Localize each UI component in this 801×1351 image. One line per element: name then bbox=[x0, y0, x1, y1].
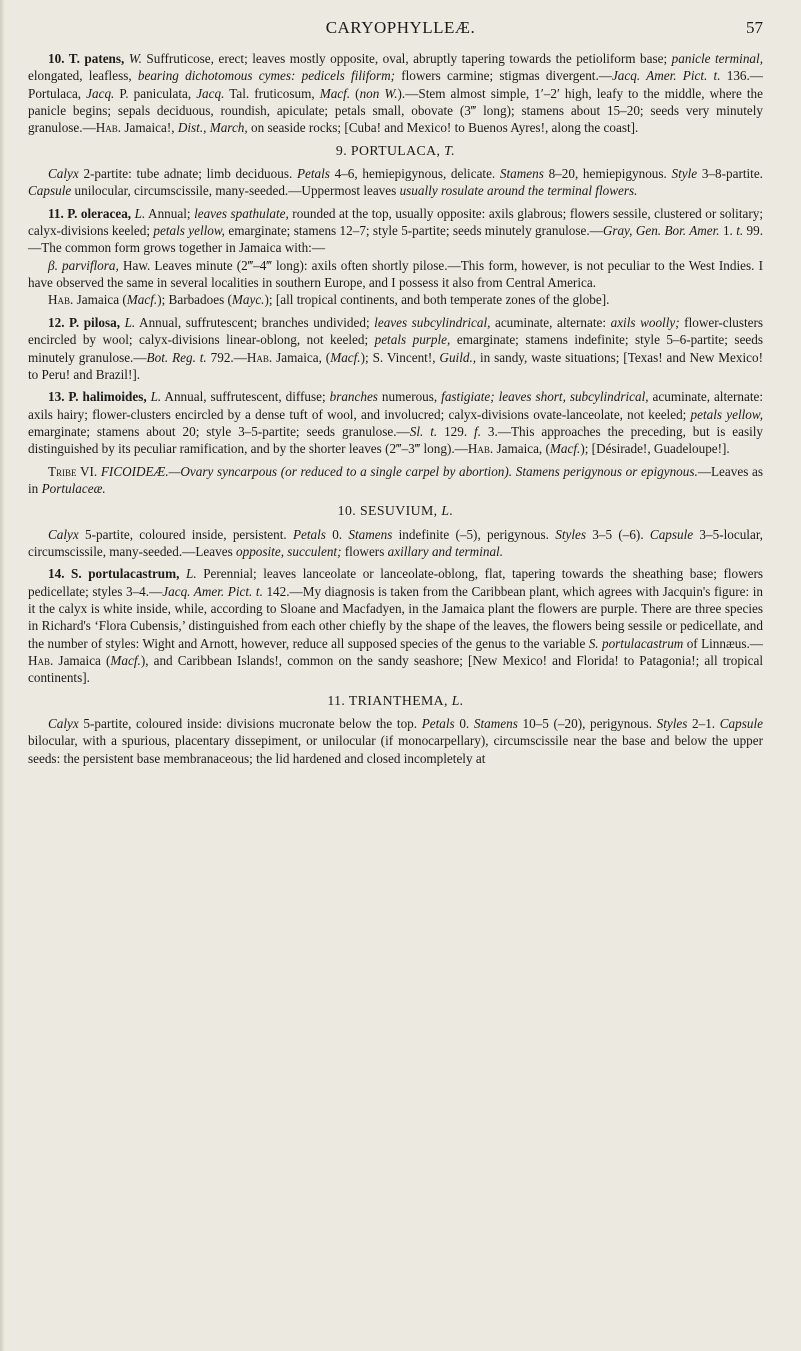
species-entry: 11. P. oleracea, L. Annual; leaves spathulate, rounded at the top, usually opposite: axils glabrous; flowers sessile, clustered or solitary; calyx-divisions keeled; petals yellow, emarginate; stamens 12–7; style 5-partite; seeds minutely granulose.—Gray, Gen. Bor. Amer. 1. t. 99.—The common form grows together in Jamaica with:— bbox=[28, 205, 764, 256]
species-entry: 13. P. halimoides, L. Annual, suffrutescent, diffuse; branches numerous, fastigiate; leaves short, subcylindrical, acuminate, alternate: axils hairy; flower-clusters encircled by a dense tuft of wool, and involucred; calyx-divisions ovate-lanceolate, not keeled; petals yellow, emarginate; stamens about 20; style 3–5-partite; seeds granulose.—Sl. t. 129. f. 3.—This approaches the preceding, but is easily distinguished by its peculiar ramification, and by the shorter leaves (2‴–3‴ long).—Hab. Jamaica, (Macf.); [Désirade!, Guadeloupe!]. bbox=[28, 389, 764, 457]
genus-description: Calyx 5-partite, coloured inside: divisions mucronate below the top. Petals 0. Stamens 10–5 (–20), perigynous. Styles 2–1. Capsule bilocular, with a spurious, placentary dissepiment, or unilocular (if monocarpellary), circumscissile near the base and below the upper seeds: the persistent base membranaceous; the lid hardened and closed incompletely at bbox=[28, 716, 763, 766]
page-number: 57 bbox=[746, 18, 763, 37]
genus-heading: 10. SESUVIUM, L. bbox=[337, 503, 454, 519]
page-binding-shadow bbox=[0, 0, 5, 1351]
genus-heading: 11. TRIANTHEMA, L. bbox=[327, 692, 464, 708]
genus-description: Calyx 5-partite, coloured inside, persistent. Petals 0. Stamens indefinite (–5), perigynous. Styles 3–5 (–6). Capsule 3–5-locular, circumscissile, many-seeded.—Leaves opposite, succulent; flowers axillary and terminal. bbox=[28, 526, 763, 559]
species-entry: 10. T. patens, W. Suffruticose, erect; leaves mostly opposite, oval, abruptly tapering towards the petioliform base; panicle terminal, elongated, leafless, bearing dichotomous cymes: pedicels filiform; flowers carmine; stigmas divergent.—Jacq. Amer. Pict. t. 136.—Portulaca, Jacq. P. paniculata, Jacq. Tal. fruticosum, Macf. (non W.).—Stem almost simple, 1′–2′ high, leafy to the middle, where the panicle begins; sepals deciduous, roundish, apiculate; petals small, obovate (3‴ long); stamens about 15–20; seeds very minutely granulose.—Hab. Jamaica!, Dist., March, on seaside rocks; [Cuba! and Mexico! to Buenos Ayres!, along the coast]. bbox=[28, 51, 763, 136]
running-head: CARYOPHYLLEÆ. bbox=[325, 18, 476, 37]
species-entry: 14. S. portulacastrum, L. Perennial; leaves lanceolate or lanceolate-oblong, flat, tapering towards the sheathing base; flowers pedicellate; styles 3–4.—Jacq. Amer. Pict. t. 142.—My diagnosis is taken from the Caribbean plant, which agrees with Jacquin's figure: in it the calyx is white inside, while, according to Sloane and Macfadyen, in the Jamaica plant the flowers are purple. There are three species in Richard's ‘Flora Cubensis,’ distinguished from each other chiefly by the shape of the leaves, the flowers being sessile or pedicellate, and the number of styles: Wight and Arnott, however, reduce all supposed species of the genus to the variable S. portulacastrum of Linnæus.—Hab. Jamaica (Macf.), and Caribbean Islands!, common on the sandy seashore; [New Mexico! and Florida! to Patagonia!; all tropical continents]. bbox=[28, 566, 764, 686]
genus-heading: 9. PORTULACA, T. bbox=[335, 142, 456, 158]
genus-description: Calyx 2-partite: tube adnate; limb deciduous. Petals 4–6, hemiepigynous, delicate. Stamens 8–20, hemiepigynous. Style 3–8-partite. Capsule unilocular, circumscissile, many-seeded.—Uppermost leaves usually rosulate around the terminal flowers. bbox=[28, 166, 763, 199]
species-entry: Hab. Jamaica (Macf.); Barbadoes (Mayc.); [all tropical continents, and both temperate zones of the globe]. bbox=[48, 292, 610, 308]
page-body bbox=[28, 50, 763, 772]
species-entry: β. parviflora, Haw. Leaves minute (2‴–4‴ long): axils often shortly pilose.—This form, however, is not peculiar to the West Indies. I have observed the same in several localities in southern Europe, and I possess it also from Central America. bbox=[28, 257, 763, 291]
tribe-entry: Tribe VI. FICOIDEÆ.—Ovary syncarpous (or reduced to a single carpel by abortion). Stamens perigynous or epigynous.—Leaves as in Portulaceæ. bbox=[28, 463, 763, 496]
species-entry: 12. P. pilosa, L. Annual, suffrutescent; branches undivided; leaves subcylindrical, acuminate, alternate: axils woolly; flower-clusters encircled by wool; calyx-divisions linear-oblong, not keeled; petals purple, emarginate; stamens indefinite; style 5–6-partite; seeds minutely granulose.—Bot. Reg. t. 792.—Hab. Jamaica, (Macf.); S. Vincent!, Guild., in sandy, waste situations; [Texas! and New Mexico! to Peru! and Brazil!]. bbox=[28, 314, 764, 382]
page-header bbox=[0, 14, 801, 44]
